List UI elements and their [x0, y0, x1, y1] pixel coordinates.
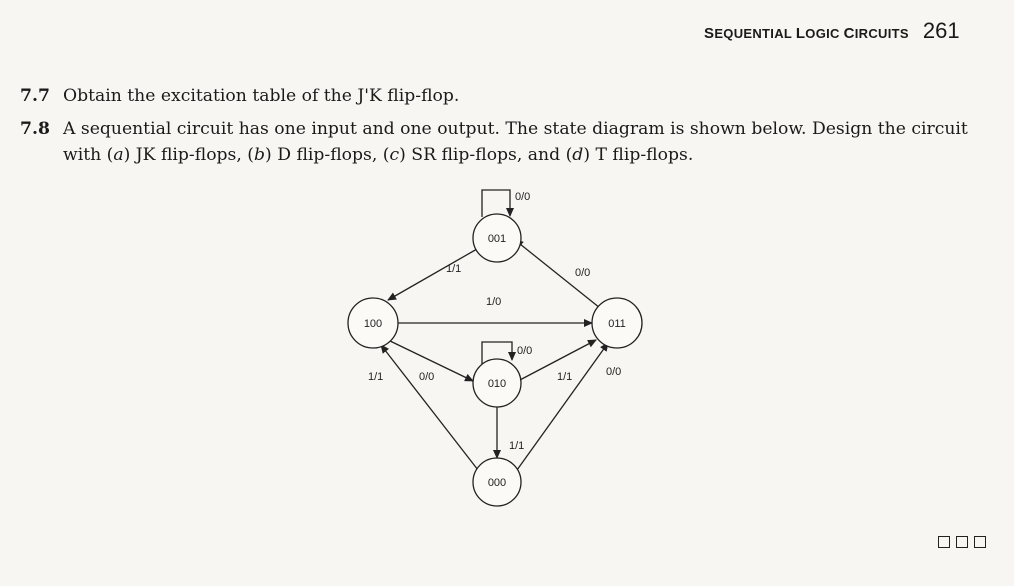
state-010: 010	[487, 378, 507, 390]
label-010-000: 1/1	[509, 440, 525, 452]
square-mark-icon	[938, 536, 950, 548]
label-000-100: 1/1	[368, 371, 384, 383]
self-loop-001	[482, 190, 510, 217]
state-000: 000	[487, 477, 507, 489]
page-number: 261	[922, 18, 960, 43]
state-011: 011	[608, 318, 626, 330]
label-001-self: 0/0	[515, 191, 531, 203]
state-001: 001	[487, 233, 507, 245]
label-010-self: 0/0	[517, 345, 533, 357]
label-100-010: 0/0	[419, 371, 435, 383]
running-title: SEQUENTIAL LOGIC CIRCUITS	[704, 25, 909, 42]
problem-number: 7.7	[20, 86, 50, 106]
problem-number: 7.8	[20, 119, 50, 139]
square-mark-icon	[956, 536, 968, 548]
label-010-011: 1/1	[557, 371, 573, 383]
label-001-100: 1/1	[446, 263, 462, 275]
label-100-011: 1/0	[486, 296, 502, 308]
state-100: 100	[363, 318, 383, 330]
square-mark-icon	[974, 536, 986, 548]
edge-001-to-100	[388, 249, 477, 300]
label-000-011: 0/0	[606, 366, 622, 378]
edge-000-to-011	[517, 343, 608, 470]
end-of-section-marks	[938, 536, 986, 548]
problem-text: Obtain the excitation table of the J'K flip-flop.	[63, 86, 460, 106]
problem-text: A sequential circuit has one input and one output. The state diagram is shown below. Design the circuit with (a) JK flip-flops, (b) D flip-flops, (c) SR flip-flops, and (d) T flip-flops.	[63, 119, 968, 165]
label-011-001: 0/0	[575, 267, 591, 279]
edge-000-to-100	[381, 345, 478, 470]
